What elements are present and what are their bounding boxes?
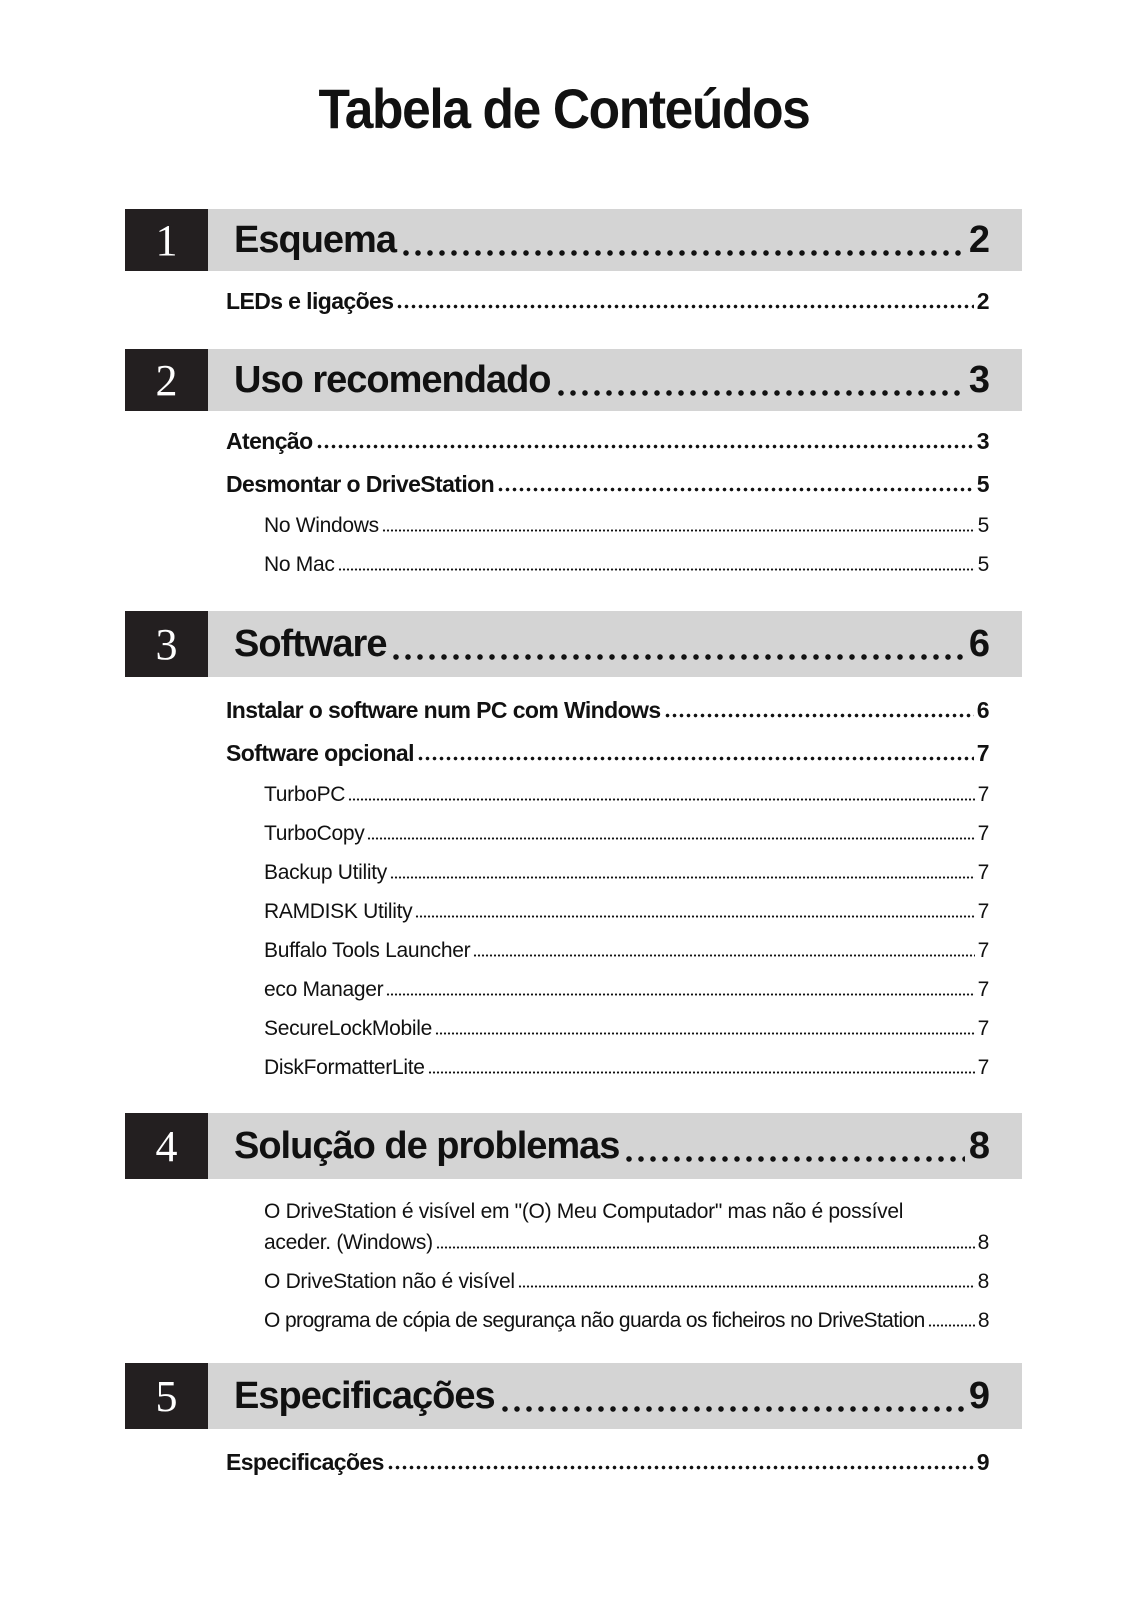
toc-subentry[interactable]: [264, 900, 989, 924]
dot-leader: [428, 1066, 975, 1074]
chapter-page-number: 6: [968, 622, 990, 665]
toc-entry-text: RAMDISK Utility: [264, 900, 413, 923]
toc-entry[interactable]: [226, 740, 989, 767]
chapter-title: Software: [234, 622, 387, 665]
toc-entry-page: 5: [977, 514, 989, 537]
dot-leader: [473, 949, 974, 957]
dot-leader: [386, 988, 974, 996]
chapter-page-number: 8: [968, 1124, 990, 1167]
toc-subentry[interactable]: [264, 822, 989, 846]
chapter-number: 2: [125, 349, 208, 411]
toc-entry[interactable]: [226, 471, 989, 498]
dot-leader: [436, 1241, 975, 1249]
chapter-title: Solução de problemas: [234, 1124, 620, 1167]
toc-entry-text: TurboPC: [264, 783, 346, 806]
toc-entry-text: O DriveStation não é visível: [264, 1270, 515, 1293]
toc-entry-page: 8: [977, 1231, 989, 1254]
toc-entry-page: 5: [976, 471, 989, 497]
toc-entry-page: 8: [977, 1309, 989, 1332]
chapter-number: 1: [125, 209, 208, 271]
toc-entry[interactable]: [226, 697, 989, 724]
chapter-heading-5[interactable]: [125, 1363, 1022, 1429]
toc-entry-page: 7: [977, 900, 989, 923]
toc-entry-page: 9: [976, 1449, 989, 1475]
toc-entry-page: 7: [977, 783, 989, 806]
toc-subentry[interactable]: [264, 1200, 989, 1255]
toc-entry-text: Instalar o software num PC com Windows: [226, 697, 661, 723]
chapter-page-number: 3: [968, 358, 990, 401]
chapter-title: Especificações: [234, 1374, 495, 1417]
toc-entry-text: eco Manager: [264, 978, 384, 1001]
toc-subentry[interactable]: [264, 939, 989, 963]
dot-leader: [555, 373, 965, 397]
chapter-title: Uso recomendado: [234, 358, 551, 401]
page-title: Tabela de Conteúdos: [318, 77, 810, 140]
toc-entry-text: LEDs e ligações: [226, 288, 394, 314]
dot-leader: [396, 301, 973, 309]
toc-entry-text: Software opcional: [226, 740, 414, 766]
toc-entry-text: O programa de cópia de segurança não guarda os ficheiros no DriveStation: [264, 1309, 925, 1332]
toc-entry-page: 5: [977, 553, 989, 576]
dot-leader: [497, 484, 974, 492]
toc-entry-text: Especificações: [226, 1449, 384, 1475]
dot-leader: [415, 910, 974, 918]
chapter-number: 3: [125, 611, 208, 677]
dot-leader: [928, 1319, 975, 1327]
toc-entry-text-line2: aceder. (Windows): [264, 1231, 433, 1254]
toc-entry-text: Atenção: [226, 428, 313, 454]
toc-subentry[interactable]: [264, 1270, 989, 1294]
toc-subentry[interactable]: [264, 783, 989, 807]
chapter-number: 4: [125, 1113, 208, 1179]
chapter-page-number: 9: [968, 1374, 990, 1417]
dot-leader: [390, 871, 975, 879]
toc-entry-text: Backup Utility: [264, 861, 388, 884]
chapter-heading-3[interactable]: [125, 611, 1022, 677]
toc-subentry[interactable]: [264, 1309, 989, 1333]
dot-leader: [382, 524, 975, 532]
dot-leader: [435, 1027, 975, 1035]
toc-entry-page: 7: [977, 939, 989, 962]
chapter-heading-1[interactable]: [125, 209, 1022, 271]
dot-leader: [390, 637, 964, 661]
toc-entry-text: No Mac: [264, 553, 335, 576]
toc-entry-text: Buffalo Tools Launcher: [264, 939, 471, 962]
toc-entry-page: 2: [976, 288, 989, 314]
toc-entry-text: DiskFormatterLite: [264, 1056, 425, 1079]
toc-entry-text-line1: O DriveStation é visível em "(O) Meu Computador" mas não é possível: [264, 1200, 904, 1223]
dot-leader: [367, 832, 974, 840]
toc-entry-page: 7: [977, 1056, 989, 1079]
dot-leader: [387, 1462, 974, 1470]
chapter-heading-2[interactable]: [125, 349, 1022, 411]
toc-entry-page: 7: [977, 1017, 989, 1040]
toc-subentry[interactable]: [264, 514, 989, 538]
chapter-number: 5: [125, 1363, 208, 1429]
dot-leader: [400, 233, 965, 257]
dot-leader: [348, 793, 974, 801]
toc-entry-page: 7: [977, 822, 989, 845]
toc-entry-page: 8: [977, 1270, 989, 1293]
toc-subentry[interactable]: [264, 978, 989, 1002]
dot-leader: [664, 710, 974, 718]
dot-leader: [518, 1280, 975, 1288]
toc-entry[interactable]: [226, 288, 989, 315]
chapter-page-number: 2: [968, 218, 990, 261]
toc-entry[interactable]: [226, 428, 989, 455]
toc-entry-text: Desmontar o DriveStation: [226, 471, 495, 497]
chapter-heading-4[interactable]: [125, 1113, 1022, 1179]
toc-subentry[interactable]: [264, 861, 989, 885]
toc-subentry[interactable]: [264, 1056, 989, 1080]
toc-entry-page: 7: [977, 861, 989, 884]
toc-entry-text: SecureLockMobile: [264, 1017, 432, 1040]
chapter-title: Esquema: [234, 218, 396, 261]
dot-leader: [417, 753, 974, 761]
toc-entry[interactable]: [226, 1449, 989, 1476]
toc-entry-text: No Windows: [264, 514, 379, 537]
dot-leader: [499, 1389, 965, 1413]
dot-leader: [338, 563, 975, 571]
dot-leader: [316, 441, 974, 449]
toc-subentry[interactable]: [264, 553, 989, 577]
toc-entry-page: 6: [976, 697, 989, 723]
dot-leader: [623, 1139, 964, 1163]
toc-entry-page: 7: [977, 978, 989, 1001]
toc-entry-page: 7: [976, 740, 989, 766]
toc-entry-text: TurboCopy: [264, 822, 365, 845]
toc-subentry[interactable]: [264, 1017, 989, 1041]
toc-entry-page: 3: [976, 428, 989, 454]
